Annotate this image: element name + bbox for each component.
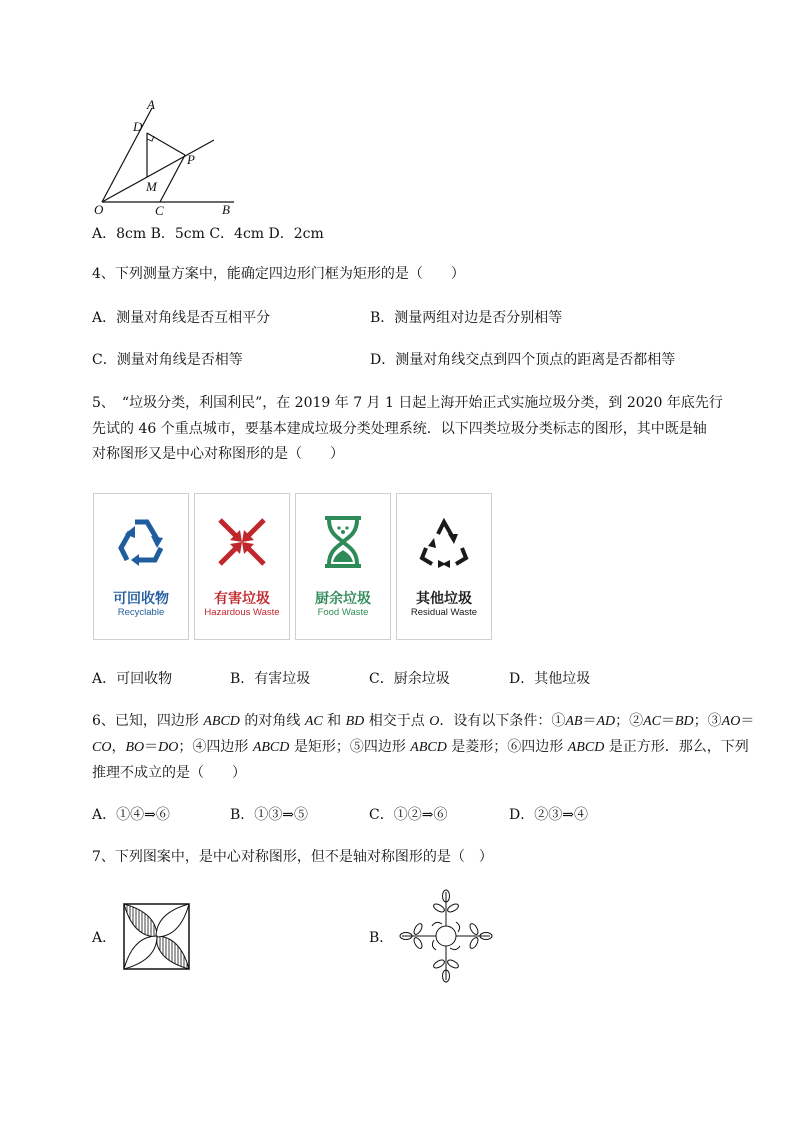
card-en-label: Hazardous Waste: [204, 607, 280, 618]
card-en-label: Residual Waste: [410, 607, 478, 618]
q6-option-a[interactable]: A．①④⇒⑥: [92, 807, 170, 823]
q7-stem: 7、下列图案中，是中心对称图形，但不是轴对称图形的是（ ）: [92, 849, 493, 865]
card-hazardous: [194, 493, 290, 640]
label-m: M: [146, 179, 157, 194]
recycle-icon: [111, 512, 171, 572]
q6-option-c[interactable]: C．①②⇒⑥: [369, 807, 448, 823]
q4-option-c[interactable]: C．测量对角线是否相等: [92, 352, 243, 368]
q4-stem: 4、下列测量方案中，能确定四边形门框为矩形的是（ ）: [92, 266, 465, 282]
card-residual: [396, 493, 492, 640]
q6-option-b[interactable]: B．①③⇒⑤: [230, 807, 309, 823]
q5-option-d[interactable]: D．其他垃圾: [509, 671, 591, 687]
q3-options: A．8cm B．5cm C．4cm D．2cm: [92, 226, 324, 242]
q4-option-a[interactable]: A．测量对角线是否互相平分: [92, 310, 271, 326]
label-o: O: [94, 202, 104, 217]
hourglass-icon: [313, 512, 373, 572]
card-cn-label: 厨余垃圾: [315, 591, 371, 607]
label-p: P: [187, 152, 195, 167]
card-en-label: Recyclable: [117, 607, 165, 618]
label-d: D: [133, 119, 143, 134]
q6-option-d[interactable]: D．②③⇒④: [509, 807, 588, 823]
card-food: [295, 493, 391, 640]
label-c: C: [155, 203, 164, 218]
label-b: B: [222, 202, 230, 217]
pattern-b-figure[interactable]: [396, 886, 496, 986]
q6-stem-line1: 6、已知，四边形 ABCD 的对角线 AC 和 BD 相交于点 O．设有以下条件：①AB＝AD；②AC＝BD；③AO＝: [92, 713, 755, 729]
q5-stem-line3: 对称图形又是中心对称图形的是（ ）: [92, 446, 344, 462]
q4-option-d[interactable]: D．测量对角线交点到四个顶点的距离是否都相等: [370, 352, 676, 368]
label-a: A: [147, 97, 155, 112]
pattern-a-figure[interactable]: [123, 903, 190, 970]
card-cn-label: 有害垃圾: [214, 591, 270, 607]
card-recyclable: [93, 493, 189, 640]
recycle-icon: [414, 512, 474, 572]
q6-stem-line2: CO，BO＝DO；④四边形 ABCD 是矩形；⑤四边形 ABCD 是菱形；⑥四边形 ABCD 是正方形．那么，下列: [92, 739, 749, 755]
q5-stem-line2: 先试的 46 个重点城市，要基本建成垃圾分类处理系统．以下四类垃圾分类标志的图形，其中既是轴: [92, 421, 707, 437]
q7-option-b[interactable]: B．: [369, 930, 394, 946]
q5-option-a[interactable]: A．可回收物: [92, 671, 173, 687]
segment-dp: [147, 133, 185, 155]
card-en-label: Food Waste: [317, 607, 369, 618]
q5-stem-line1: 5、 “垃圾分类，利国利民”，在 2019 年 7 月 1 日起上海开始正式实施垃圾分类，到 2020 年底先行: [92, 395, 723, 411]
q5-option-c[interactable]: C．厨余垃圾: [369, 671, 450, 687]
segment-pc: [160, 155, 185, 202]
q4-option-b[interactable]: B．测量两组对边是否分别相等: [370, 310, 563, 326]
card-cn-label: 可回收物: [113, 591, 169, 607]
q6-stem-line3: 推理不成立的是（ ）: [92, 765, 246, 781]
card-cn-label: 其他垃圾: [416, 591, 472, 607]
q7-option-a[interactable]: A．: [92, 930, 117, 946]
q5-option-b[interactable]: B．有害垃圾: [230, 671, 311, 687]
hazard-arrows-icon: [212, 512, 272, 572]
